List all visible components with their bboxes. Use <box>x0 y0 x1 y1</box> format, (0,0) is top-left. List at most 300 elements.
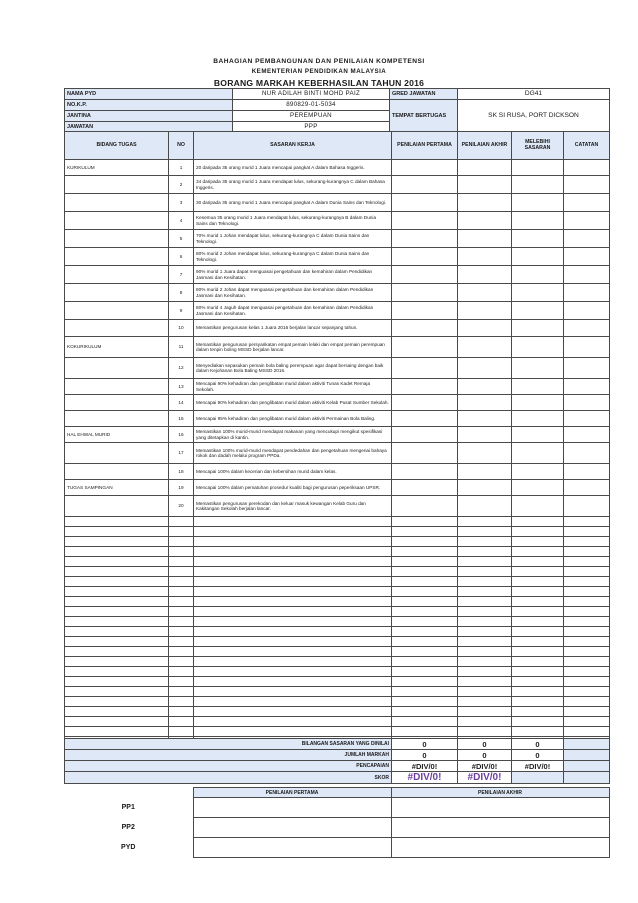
empty-cell[interactable] <box>194 727 392 737</box>
penilaian-pertama-cell[interactable] <box>392 230 458 248</box>
pp2-pertama-signature[interactable] <box>193 818 391 838</box>
empty-cell[interactable] <box>458 697 512 707</box>
skor-akhir: #DIV/0! <box>458 772 512 784</box>
col-no-header: NO <box>169 132 194 160</box>
penilaian-pertama-cell[interactable] <box>392 379 458 395</box>
empty-cell[interactable] <box>564 577 610 587</box>
empty-cell[interactable] <box>512 567 564 577</box>
empty-cell[interactable] <box>392 687 458 697</box>
empty-cell[interactable] <box>392 597 458 607</box>
penilaian-akhir-cell[interactable] <box>458 411 512 427</box>
empty-cell[interactable] <box>564 667 610 677</box>
empty-cell[interactable] <box>194 577 392 587</box>
row-number: 1 <box>169 160 194 176</box>
melebihi-sasaran-cell[interactable] <box>512 266 564 284</box>
jawatan-label: JAWATAN <box>65 122 233 133</box>
empty-cell[interactable] <box>194 687 392 697</box>
penilaian-pertama-cell[interactable] <box>392 248 458 266</box>
penilaian-akhir-cell[interactable] <box>458 284 512 302</box>
catatan-cell[interactable] <box>564 464 610 480</box>
penilaian-akhir-cell[interactable] <box>458 212 512 230</box>
empty-cell[interactable] <box>169 657 194 667</box>
catatan-cell[interactable] <box>564 427 610 443</box>
empty-cell[interactable] <box>458 717 512 727</box>
penilaian-pertama-cell[interactable] <box>392 176 458 194</box>
empty-cell[interactable] <box>392 567 458 577</box>
empty-cell[interactable] <box>194 697 392 707</box>
catatan-cell[interactable] <box>564 176 610 194</box>
row-number: 14 <box>169 395 194 411</box>
empty-cell[interactable] <box>194 667 392 677</box>
empty-cell[interactable] <box>194 537 392 547</box>
empty-cell[interactable] <box>512 637 564 647</box>
penilaian-pertama-cell[interactable] <box>392 443 458 464</box>
empty-cell[interactable] <box>512 687 564 697</box>
empty-cell[interactable] <box>458 577 512 587</box>
empty-cell[interactable] <box>65 727 169 737</box>
empty-cell[interactable] <box>194 527 392 537</box>
empty-cell[interactable] <box>564 697 610 707</box>
melebihi-sasaran-cell[interactable] <box>512 212 564 230</box>
empty-cell[interactable] <box>65 707 169 717</box>
table-row <box>65 443 610 464</box>
penilaian-pertama-cell[interactable] <box>392 266 458 284</box>
penilaian-akhir-cell[interactable] <box>458 266 512 284</box>
table-row <box>65 358 610 379</box>
bidang-cell <box>65 379 169 395</box>
row-number: 20 <box>169 496 194 517</box>
empty-cell[interactable] <box>512 527 564 537</box>
melebihi-sasaran-cell[interactable] <box>512 302 564 320</box>
col-sasaran-header: SASARAN KERJA <box>194 132 392 160</box>
table-row <box>65 194 610 212</box>
melebihi-sasaran-cell[interactable] <box>512 464 564 480</box>
table-row <box>65 337 610 358</box>
jantina-value[interactable]: PEREMPUAN <box>233 111 390 122</box>
penilaian-pertama-cell[interactable] <box>392 160 458 176</box>
penilaian-akhir-cell[interactable] <box>458 379 512 395</box>
sasaran-cell: 70% murid 1 Johan mendapat lulus, sekurang-kurangnya C dalam Dunia Sains dan Teknologi. <box>194 230 392 248</box>
empty-cell[interactable] <box>169 587 194 597</box>
bidang-cell <box>65 411 169 427</box>
empty-cell[interactable] <box>458 677 512 687</box>
bidang-cell <box>65 358 169 379</box>
catatan-cell[interactable] <box>564 496 610 517</box>
penilaian-pertama-cell[interactable] <box>392 496 458 517</box>
summary-table <box>64 738 610 784</box>
melebihi-sasaran-cell[interactable] <box>512 320 564 337</box>
empty-cell[interactable] <box>65 577 169 587</box>
empty-cell[interactable] <box>392 637 458 647</box>
empty-cell[interactable] <box>169 617 194 627</box>
penilaian-akhir-cell[interactable] <box>458 464 512 480</box>
melebihi-sasaran-cell[interactable] <box>512 411 564 427</box>
empty-cell[interactable] <box>392 577 458 587</box>
empty-cell[interactable] <box>65 547 169 557</box>
penilaian-pertama-cell[interactable] <box>392 395 458 411</box>
catatan-cell[interactable] <box>564 395 610 411</box>
penilaian-pertama-cell[interactable] <box>392 411 458 427</box>
empty-row <box>65 647 610 657</box>
empty-cell[interactable] <box>194 647 392 657</box>
bidang-cell <box>65 395 169 411</box>
empty-cell[interactable] <box>169 637 194 647</box>
empty-cell[interactable] <box>564 607 610 617</box>
empty-cell[interactable] <box>458 727 512 737</box>
empty-cell[interactable] <box>169 687 194 697</box>
empty-cell[interactable] <box>65 637 169 647</box>
penilaian-pertama-cell[interactable] <box>392 480 458 496</box>
empty-cell[interactable] <box>458 607 512 617</box>
empty-cell[interactable] <box>169 577 194 587</box>
sasaran-cell: Menyediakan sepasukan pemain bola baling perempuan agar dapat bersaing dengan baik dalam Kejohanan Bola Baling MSSD 2016. <box>194 358 392 379</box>
empty-cell[interactable] <box>458 667 512 677</box>
empty-cell[interactable] <box>194 567 392 577</box>
empty-cell[interactable] <box>194 637 392 647</box>
empty-cell[interactable] <box>512 697 564 707</box>
empty-cell[interactable] <box>169 547 194 557</box>
empty-cell[interactable] <box>65 557 169 567</box>
empty-cell[interactable] <box>512 557 564 567</box>
empty-cell[interactable] <box>512 627 564 637</box>
empty-cell[interactable] <box>65 537 169 547</box>
bilangan-blank <box>564 739 610 750</box>
empty-cell[interactable] <box>458 557 512 567</box>
melebihi-sasaran-cell[interactable] <box>512 337 564 358</box>
penilaian-akhir-cell[interactable] <box>458 337 512 358</box>
catatan-cell[interactable] <box>564 480 610 496</box>
penilaian-pertama-cell[interactable] <box>392 194 458 212</box>
empty-cell[interactable] <box>65 687 169 697</box>
empty-cell[interactable] <box>65 717 169 727</box>
empty-cell[interactable] <box>194 657 392 667</box>
empty-cell[interactable] <box>458 647 512 657</box>
empty-cell[interactable] <box>65 647 169 657</box>
bilangan-melebihi: 0 <box>512 739 564 750</box>
bidang-cell: KURIKULUM <box>65 160 169 176</box>
empty-cell[interactable] <box>65 567 169 577</box>
empty-cell[interactable] <box>169 537 194 547</box>
empty-cell[interactable] <box>564 587 610 597</box>
penilaian-pertama-cell[interactable] <box>392 337 458 358</box>
table-row <box>65 302 610 320</box>
empty-cell[interactable] <box>194 717 392 727</box>
melebihi-sasaran-cell[interactable] <box>512 480 564 496</box>
empty-cell[interactable] <box>512 677 564 687</box>
empty-cell[interactable] <box>512 547 564 557</box>
table-row <box>65 411 610 427</box>
empty-cell[interactable] <box>458 657 512 667</box>
catatan-cell[interactable] <box>564 337 610 358</box>
jawatan-value[interactable]: PPP <box>233 122 390 133</box>
empty-cell[interactable] <box>392 697 458 707</box>
empty-cell[interactable] <box>392 527 458 537</box>
empty-cell[interactable] <box>512 617 564 627</box>
empty-cell[interactable] <box>65 587 169 597</box>
empty-cell[interactable] <box>194 597 392 607</box>
empty-cell[interactable] <box>392 587 458 597</box>
empty-cell[interactable] <box>458 687 512 697</box>
signoff-table <box>64 787 610 858</box>
empty-cell[interactable] <box>65 617 169 627</box>
empty-cell[interactable] <box>512 657 564 667</box>
row-number: 11 <box>169 337 194 358</box>
empty-cell[interactable] <box>564 627 610 637</box>
empty-cell[interactable] <box>169 627 194 637</box>
empty-cell[interactable] <box>169 717 194 727</box>
empty-cell[interactable] <box>458 597 512 607</box>
penilaian-pertama-cell[interactable] <box>392 320 458 337</box>
empty-cell[interactable] <box>194 617 392 627</box>
catatan-cell[interactable] <box>564 302 610 320</box>
penilaian-pertama-cell[interactable] <box>392 284 458 302</box>
catatan-cell[interactable] <box>564 212 610 230</box>
empty-row <box>65 617 610 627</box>
pyd-akhir-signature[interactable] <box>391 838 609 858</box>
empty-cell[interactable] <box>564 597 610 607</box>
empty-cell[interactable] <box>512 577 564 587</box>
penilaian-pertama-cell[interactable] <box>392 212 458 230</box>
jumlah-melebihi: 0 <box>512 750 564 761</box>
nokp-value[interactable]: 890829-01-5034 <box>233 100 390 111</box>
empty-row <box>65 677 610 687</box>
empty-cell[interactable] <box>564 707 610 717</box>
empty-cell[interactable] <box>512 587 564 597</box>
tempat-value[interactable]: SK SI RUSA, PORT DICKSON <box>458 100 610 133</box>
empty-cell[interactable] <box>392 547 458 557</box>
empty-cell[interactable] <box>194 607 392 617</box>
empty-cell[interactable] <box>65 597 169 607</box>
empty-cell[interactable] <box>169 677 194 687</box>
empty-cell[interactable] <box>169 607 194 617</box>
empty-cell[interactable] <box>512 727 564 737</box>
empty-cell[interactable] <box>458 707 512 717</box>
catatan-cell[interactable] <box>564 284 610 302</box>
penilaian-akhir-cell[interactable] <box>458 443 512 464</box>
skor-blank-2 <box>564 772 610 784</box>
catatan-cell[interactable] <box>564 248 610 266</box>
empty-cell[interactable] <box>392 677 458 687</box>
empty-cell[interactable] <box>512 707 564 717</box>
empty-cell[interactable] <box>65 677 169 687</box>
nama-pyd-value[interactable]: NUR ADILAH BINTI MOHD PAIZ <box>233 89 390 100</box>
melebihi-sasaran-cell[interactable] <box>512 379 564 395</box>
empty-cell[interactable] <box>194 587 392 597</box>
bidang-cell <box>65 284 169 302</box>
empty-cell[interactable] <box>392 537 458 547</box>
empty-cell[interactable] <box>392 667 458 677</box>
empty-cell[interactable] <box>65 657 169 667</box>
empty-cell[interactable] <box>564 537 610 547</box>
empty-cell[interactable] <box>169 567 194 577</box>
melebihi-sasaran-cell[interactable] <box>512 176 564 194</box>
empty-cell[interactable] <box>512 517 564 527</box>
empty-cell[interactable] <box>392 517 458 527</box>
empty-cell[interactable] <box>65 527 169 537</box>
empty-cell[interactable] <box>458 567 512 577</box>
empty-cell[interactable] <box>392 717 458 727</box>
row-number: 9 <box>169 302 194 320</box>
penilaian-akhir-cell[interactable] <box>458 160 512 176</box>
empty-cell[interactable] <box>564 617 610 627</box>
catatan-cell[interactable] <box>564 160 610 176</box>
empty-cell[interactable] <box>564 687 610 697</box>
target-table <box>64 131 610 757</box>
empty-cell[interactable] <box>458 537 512 547</box>
gred-label: GRED JAWATAN <box>390 89 458 100</box>
penilaian-akhir-cell[interactable] <box>458 194 512 212</box>
empty-cell[interactable] <box>564 677 610 687</box>
empty-cell[interactable] <box>392 727 458 737</box>
sasaran-cell: Kesemua 35 orang murid 1 Juara mendapat lulus, sekurang-kurangnya B dalam Dunia Sains dan Teknologi. <box>194 212 392 230</box>
empty-cell[interactable] <box>392 707 458 717</box>
sasaran-cell: Memastikan 100% murid-murid mendapat makanan yang mencukupi mengikut spesifikasi yang ditetapkan di kantin. <box>194 427 392 443</box>
penilaian-akhir-cell[interactable] <box>458 248 512 266</box>
empty-cell[interactable] <box>564 557 610 567</box>
pp1-akhir-signature[interactable] <box>391 798 609 818</box>
bilangan-akhir: 0 <box>458 739 512 750</box>
empty-cell[interactable] <box>169 527 194 537</box>
empty-cell[interactable] <box>512 597 564 607</box>
empty-cell[interactable] <box>392 647 458 657</box>
empty-cell[interactable] <box>512 607 564 617</box>
penilaian-pertama-cell[interactable] <box>392 358 458 379</box>
gred-value[interactable]: DG41 <box>458 89 610 100</box>
ministry-title: KEMENTERIAN PENDIDIKAN MALAYSIA <box>251 68 387 75</box>
empty-cell[interactable] <box>564 727 610 737</box>
empty-cell[interactable] <box>564 717 610 727</box>
pencapaian-akhir: #DIV/0! <box>458 761 512 772</box>
melebihi-sasaran-cell[interactable] <box>512 248 564 266</box>
melebihi-sasaran-cell[interactable] <box>512 427 564 443</box>
col-akhir-header: PENILAIAN AKHIR <box>458 132 512 160</box>
pyd-pertama-signature[interactable] <box>193 838 391 858</box>
penilaian-pertama-cell[interactable] <box>392 464 458 480</box>
empty-cell[interactable] <box>65 667 169 677</box>
empty-cell[interactable] <box>65 627 169 637</box>
empty-cell[interactable] <box>512 667 564 677</box>
melebihi-sasaran-cell[interactable] <box>512 496 564 517</box>
penilaian-akhir-cell[interactable] <box>458 480 512 496</box>
empty-cell[interactable] <box>169 667 194 677</box>
empty-cell[interactable] <box>512 647 564 657</box>
empty-cell[interactable] <box>194 677 392 687</box>
empty-cell[interactable] <box>458 517 512 527</box>
empty-cell[interactable] <box>169 727 194 737</box>
empty-cell[interactable] <box>564 637 610 647</box>
empty-cell[interactable] <box>512 537 564 547</box>
row-number: 17 <box>169 443 194 464</box>
empty-cell[interactable] <box>564 527 610 537</box>
pp1-pertama-signature[interactable] <box>193 798 391 818</box>
empty-cell[interactable] <box>392 657 458 667</box>
empty-cell[interactable] <box>194 547 392 557</box>
melebihi-sasaran-cell[interactable] <box>512 230 564 248</box>
empty-cell[interactable] <box>65 697 169 707</box>
catatan-cell[interactable] <box>564 320 610 337</box>
catatan-cell[interactable] <box>564 230 610 248</box>
penilaian-pertama-cell[interactable] <box>392 302 458 320</box>
melebihi-sasaran-cell[interactable] <box>512 194 564 212</box>
penilaian-akhir-cell[interactable] <box>458 230 512 248</box>
penilaian-akhir-cell[interactable] <box>458 320 512 337</box>
penilaian-akhir-cell[interactable] <box>458 395 512 411</box>
empty-cell[interactable] <box>458 617 512 627</box>
empty-cell[interactable] <box>194 627 392 637</box>
empty-cell[interactable] <box>512 717 564 727</box>
penilaian-akhir-cell[interactable] <box>458 176 512 194</box>
penilaian-akhir-cell[interactable] <box>458 427 512 443</box>
empty-cell[interactable] <box>169 697 194 707</box>
nama-pyd-label: NAMA PYD <box>65 89 233 100</box>
empty-cell[interactable] <box>169 517 194 527</box>
empty-cell[interactable] <box>392 607 458 617</box>
signoff-pertama-header: PENILAIAN PERTAMA <box>193 788 391 798</box>
empty-cell[interactable] <box>65 517 169 527</box>
melebihi-sasaran-cell[interactable] <box>512 443 564 464</box>
empty-cell[interactable] <box>564 567 610 577</box>
penilaian-pertama-cell[interactable] <box>392 427 458 443</box>
pp2-akhir-signature[interactable] <box>391 818 609 838</box>
table-row <box>65 266 610 284</box>
row-number: 19 <box>169 480 194 496</box>
empty-cell[interactable] <box>458 587 512 597</box>
bidang-cell <box>65 230 169 248</box>
empty-cell[interactable] <box>392 617 458 627</box>
catatan-cell[interactable] <box>564 358 610 379</box>
sasaran-cell: 80% murid 2 Johan mendapat lulus, sekurang-kurangnya C dalam Dunia Sains dan Teknologi. <box>194 248 392 266</box>
melebihi-sasaran-cell[interactable] <box>512 358 564 379</box>
empty-cell[interactable] <box>194 557 392 567</box>
empty-cell[interactable] <box>169 647 194 657</box>
empty-cell[interactable] <box>392 627 458 637</box>
empty-cell[interactable] <box>65 607 169 617</box>
empty-cell[interactable] <box>458 637 512 647</box>
empty-cell[interactable] <box>169 597 194 607</box>
empty-cell[interactable] <box>458 547 512 557</box>
catatan-cell[interactable] <box>564 411 610 427</box>
melebihi-sasaran-cell[interactable] <box>512 160 564 176</box>
catatan-cell[interactable] <box>564 379 610 395</box>
empty-row <box>65 667 610 677</box>
empty-row <box>65 697 610 707</box>
catatan-cell[interactable] <box>564 443 610 464</box>
empty-cell[interactable] <box>564 657 610 667</box>
melebihi-sasaran-cell[interactable] <box>512 395 564 411</box>
empty-cell[interactable] <box>458 527 512 537</box>
empty-cell[interactable] <box>392 557 458 567</box>
empty-cell[interactable] <box>194 517 392 527</box>
catatan-cell[interactable] <box>564 194 610 212</box>
bidang-cell <box>65 302 169 320</box>
empty-cell[interactable] <box>564 647 610 657</box>
melebihi-sasaran-cell[interactable] <box>512 284 564 302</box>
empty-cell[interactable] <box>564 517 610 527</box>
empty-cell[interactable] <box>564 547 610 557</box>
nokp-label: NO.K.P. <box>65 100 233 111</box>
empty-cell[interactable] <box>458 627 512 637</box>
penilaian-akhir-cell[interactable] <box>458 358 512 379</box>
bidang-cell <box>65 443 169 464</box>
sasaran-cell: Mencapai 90% kehadiran dan penglibatan murid dalam aktiviti Tunas Kadet Remaja Sekolah. <box>194 379 392 395</box>
penilaian-akhir-cell[interactable] <box>458 496 512 517</box>
empty-cell[interactable] <box>194 707 392 717</box>
catatan-cell[interactable] <box>564 266 610 284</box>
empty-cell[interactable] <box>169 557 194 567</box>
penilaian-akhir-cell[interactable] <box>458 302 512 320</box>
empty-cell[interactable] <box>169 707 194 717</box>
table-row <box>65 230 610 248</box>
